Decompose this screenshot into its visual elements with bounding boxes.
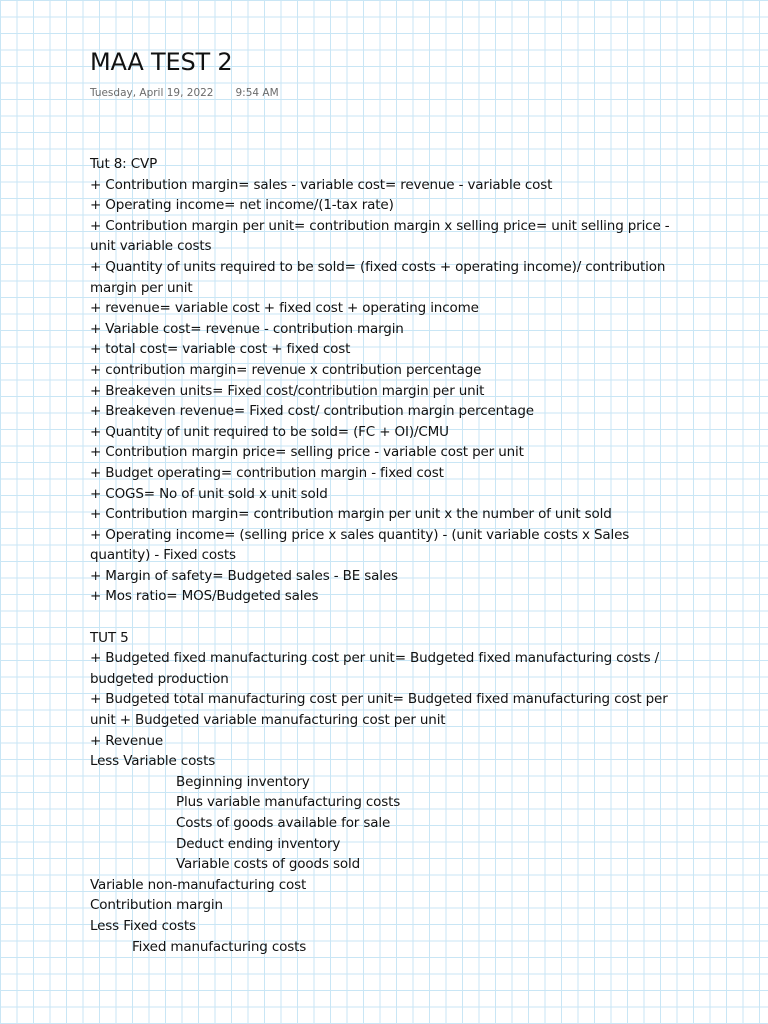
note-line: Contribution margin [90,897,223,914]
note-line: + Contribution margin per unit= contribution margin x selling price= unit selling price - [90,217,670,234]
note-line: + Mos ratio= MOS/Budgeted sales [90,588,319,605]
note-line: + Quantity of units required to be sold= (fixed costs + operating income)/ contribution [90,258,666,275]
note-line: + COGS= No of unit sold x unit sold [90,485,328,502]
note-line: + Margin of safety= Budgeted sales - BE sales [90,567,398,584]
note-line: + Breakeven revenue= Fixed cost/ contribution margin percentage [90,403,534,420]
note-line: + Quantity of unit required to be sold= (FC + OI)/CMU [90,423,449,440]
note-line-indented: Variable costs of goods sold [176,856,360,873]
note-line: + contribution margin= revenue x contribution percentage [90,361,482,378]
note-line: + Contribution margin price= selling price - variable cost per unit [90,444,524,461]
note-line: Less Fixed costs [90,917,196,934]
note-line: + Budgeted total manufacturing cost per unit= Budgeted fixed manufacturing cost per [90,691,668,708]
note-line: + Budget operating= contribution margin - fixed cost [90,464,444,481]
note-line: unit variable costs [90,238,212,255]
blank-line [90,607,690,628]
section-heading: TUT 5 [90,629,129,646]
note-title[interactable]: MAA TEST 2 [90,48,233,76]
note-timestamp [90,87,279,99]
note-line: + revenue= variable cost + fixed cost + operating income [90,300,479,317]
note-line: + Operating income= (selling price x sales quantity) - (unit variable costs x Sales [90,526,630,543]
note-line-indented: Costs of goods available for sale [176,815,391,831]
note-line: + Contribution margin= contribution margin per unit x the number of unit sold [90,506,612,523]
note-line: + Budgeted fixed manufacturing cost per unit= Budgeted fixed manufacturing costs / [90,650,659,667]
note-line-indented: Deduct ending inventory [176,835,341,852]
note-line-indented: Beginning inventory [176,773,310,790]
note-body[interactable] [90,154,690,957]
note-line: Tut 8: CVP [90,156,158,172]
note-line: Variable non-manufacturing cost [90,876,307,893]
note-line: quantity) - Fixed costs [90,547,236,564]
note-line: margin per unit [90,279,193,296]
note-line: + Breakeven units= Fixed cost/contribution margin per unit [90,382,485,399]
note-line: Less Variable costs [90,753,216,770]
note-line: + Contribution margin= sales - variable cost= revenue - variable cost [90,176,553,193]
note-line: + Revenue [90,732,164,749]
note-line-indented: Fixed manufacturing costs [132,938,307,955]
note-line: + Operating income= net income/(1-tax rate) [90,197,394,214]
note-line: unit + Budgeted variable manufacturing cost per unit [90,712,446,729]
note-line: budgeted production [90,670,229,687]
note-date: Tuesday, April 19, 2022 [90,87,214,99]
note-line: + total cost= variable cost + fixed cost [90,341,351,358]
note-line-indented: Plus variable manufacturing costs [176,794,401,811]
note-line: + Variable cost= revenue - contribution margin [90,320,404,337]
note-time: 9:54 AM [235,87,279,99]
